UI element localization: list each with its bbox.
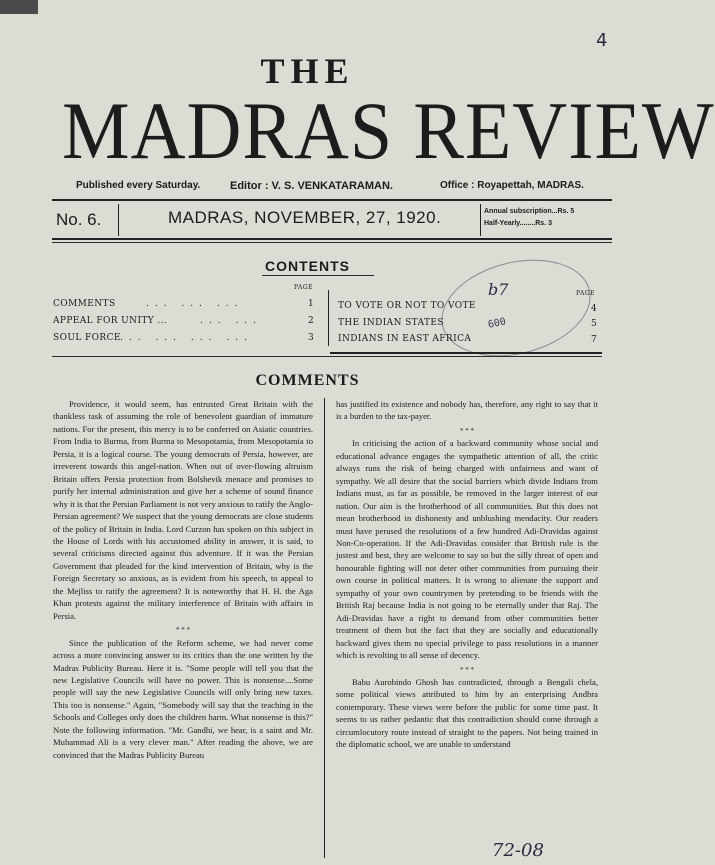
issue-divider-right bbox=[480, 204, 481, 236]
toc-page-indian-states: 5 bbox=[591, 319, 597, 329]
subscription-half-yearly: Half-Yearly........Rs. 3 bbox=[484, 220, 552, 227]
stamp-number: 600 bbox=[487, 316, 508, 331]
issue-divider-left bbox=[118, 204, 119, 236]
page-corner-mark bbox=[0, 0, 38, 14]
toc-page-appeal-for-unity: 2 bbox=[308, 316, 314, 326]
section-separator: * * * bbox=[460, 665, 474, 674]
toc-page-east-africa: 7 bbox=[591, 335, 597, 345]
handwritten-bottom-mark: 72-08 bbox=[492, 840, 544, 861]
article-column-left bbox=[53, 398, 313, 761]
toc-item-indian-states: THE INDIAN STATES bbox=[338, 318, 444, 328]
editor-line: Editor : V. S. VENKATARAMAN. bbox=[230, 180, 393, 192]
toc-page-label-right: PAGE bbox=[576, 290, 595, 297]
subscription-annual: Annual subscription...Rs. 5 bbox=[484, 208, 575, 215]
toc-item-east-africa: INDIANS IN EAST AFRICA bbox=[338, 334, 472, 344]
issue-date: MADRAS, NOVEMBER, 27, 1920. bbox=[168, 208, 442, 227]
section-separator: * * * bbox=[176, 626, 190, 635]
article-paragraph: has justified its existence and nobody has, therefore, any right to say that it is a burden to the tax-payer. bbox=[336, 399, 598, 422]
toc-page-soul-force: 3 bbox=[308, 333, 314, 343]
masthead-rule-bottom bbox=[52, 238, 612, 240]
stamp-handwritten-note: b7 bbox=[488, 280, 509, 299]
toc-page-comments: 1 bbox=[308, 299, 314, 309]
subscription-box bbox=[484, 206, 612, 230]
toc-item-comments: COMMENTS bbox=[53, 299, 116, 309]
toc-page-to-vote: 4 bbox=[591, 304, 597, 314]
toc-item-appeal-for-unity: APPEAL FOR UNITY ... bbox=[53, 316, 168, 326]
toc-leader: ... ... bbox=[200, 316, 263, 326]
masthead-title: MADRAS REVIEW bbox=[62, 85, 715, 177]
article-paragraph: Babu Aurobindo Ghosh has contradicted, through a Bengali chela, some political views attributed to him by an enterprising Andhra contemporary. These views were before the public for some time past. It seems to us rather pedantic that this contradiction should come through a circumlocutory route instead of straight to the papers. Not being trained in the diplomatic school, we are unable to understand bbox=[336, 676, 598, 750]
toc-leader: ... ... ... ... bbox=[120, 333, 253, 343]
published-frequency: Published every Saturday. bbox=[76, 180, 201, 191]
section-title-comments: COMMENTS bbox=[255, 372, 360, 389]
masthead-the: THE bbox=[260, 51, 355, 91]
contents-rule-right bbox=[330, 352, 602, 354]
contents-title: CONTENTS bbox=[265, 258, 350, 274]
toc-divider bbox=[328, 290, 329, 346]
article-column-right bbox=[336, 398, 598, 751]
issue-number: No. 6. bbox=[56, 210, 102, 229]
article-paragraph: Since the publication of the Reform scheme, we had never come across a more convincing answer to its critics than the one written by the Madras Publicity Bureau. Here it is. "Some people will tell you that the new Legislative Councils will have no power. This is nonsense....Some people will say the new Legislative Councils will only bring new taxes. This too is nonsense." Again, "Somebody will say that the teaching in the Schools and Colleges only does the children harm. What nonsense is this?" Note the following information. "Mr. Gandhi, we hear, is a saint and Mr. Muhammad Ali is a very clever man." After reading the above, we are convinced that the Madras Publicity Bureau bbox=[53, 637, 313, 760]
toc-leader: ... ... ... bbox=[146, 299, 244, 309]
office-line: Office : Royapettah, MADRAS. bbox=[440, 180, 584, 191]
handwritten-page-mark: 4 bbox=[596, 30, 608, 51]
toc-item-to-vote: TO VOTE OR NOT TO VOTE bbox=[338, 301, 476, 311]
masthead-rule-top bbox=[52, 199, 612, 201]
article-paragraph: Providence, it would seem, has entrusted Great Britain with the thankless task of assuming the role of benevolent guardian of immature nations. For the present, this mercy is to be conferred on Asiatic countries. From India to Burma, from Burma to Mesopotamia, from Mesopotamia to Persia, it is a logical course. The young democrats of Persia, however, are irreverent towards this angel-nation. When out of over-flowing altruism Britain offers Persia protection from Bolshevik menace and promises to purify her internal administration and give her a scheme of sound finance why it is that the Persian Parliament is not very anxious to ratify the Anglo-Persian agreement? We suspect that the young democrats are close students of the policy of Britain in India. Lord Curzon has spoken on this subject in the House of Lords with his accustomed ability in answer, it is said, to several criticisms directed against this adventure. If it was the Persian Government that pleaded for the kind intervention of Britain, why is the Foreign Secretary so anxious, as is evident from his speech, to appeal to the Mejliss to ratify the agreement? It is noteworthy that H. H. the Aga Khan protests against the military interference of Britain with affairs in Persia. bbox=[53, 399, 313, 621]
section-separator: * * * bbox=[460, 426, 474, 435]
contents-title-underline bbox=[262, 275, 374, 276]
masthead-rule-bottom-thin bbox=[52, 242, 612, 243]
toc-item-soul-force: SOUL FORCE bbox=[53, 333, 121, 343]
column-divider bbox=[324, 398, 325, 858]
toc-page-label-left: PAGE bbox=[294, 284, 313, 291]
article-paragraph: In criticising the action of a backward community whose social and educational advance engages the sympathetic attention of all, the critic always runs the risk of being charged with unfairness and want of sympathy. We all desire that the social barriers which divide Indians from Indians must, as far as possible, be removed in the larger interest of our nation. Our aim is the brotherhood of all communities. But this does not mean brotherhood in dishonesty and unblushing mendacity. Our readers must have perused the resolutions of a few hundred Adi-Dravidas against Non-Co-operation. If the Adi-Dravidas consider that British rule is the justest and best, they are welcome to say so but the silly threat of open and honourable fighting will not deter other communities from pursuing their own course in political matters. It is wrong to alienate the support and sympathy of your own countrymen by pretending to be friends with the British Raj because India is not going to be eternally under that Raj. The Adi-Dravidas have a right to demand from other communities better treatment of them but the fact that they are socially and educationally backward gives them no special privilege to pass resolutions in a manner which is revolting to all sense of decency. bbox=[336, 438, 598, 661]
contents-rule-bottom bbox=[52, 356, 602, 357]
